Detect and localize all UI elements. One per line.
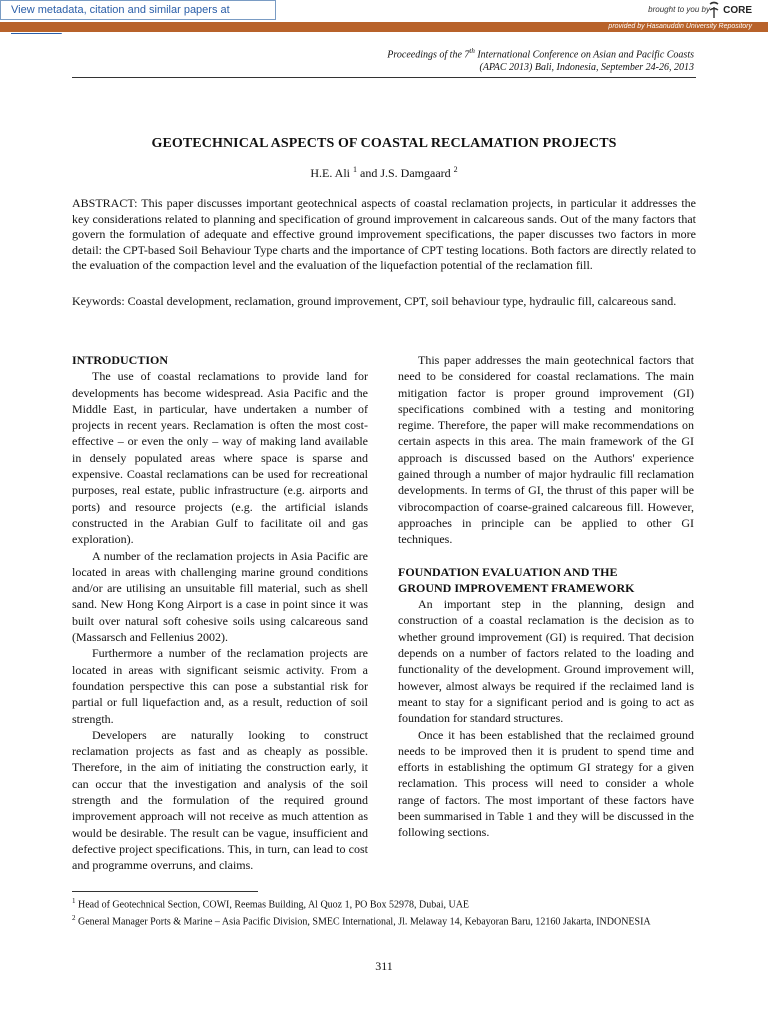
author-1-footnote-mark: 1 bbox=[353, 165, 357, 174]
proceedings-sup: th bbox=[469, 47, 475, 55]
author-2: and J.S. Damgaard bbox=[357, 166, 454, 180]
author-1: H.E. Ali bbox=[310, 166, 353, 180]
core-logo-text: CORE bbox=[723, 4, 752, 16]
footnote-rule bbox=[72, 891, 258, 892]
brought-to-you-text: brought to you by bbox=[648, 5, 710, 14]
page-number: 311 bbox=[375, 959, 393, 973]
header-rule bbox=[72, 77, 696, 78]
intro-paragraph-5: This paper addresses the main geotechnical factors that need to be considered for coastal reclamations. The main mitigation factor is proper ground improvement (GI) specifications combined with a testing and monitoring regime. Therefore, the paper will make recommendations on certain aspects in this area. The main framework of the GI approach is discussed based on the Authors' experience gained through a number of major hydraulic fill reclamation developments. In terms of GI, the thrust of this paper will be vibrocompaction of coarse-grained calcareous fill. However, approaches in principle can be applied to other GI techniques. bbox=[398, 353, 694, 547]
intro-paragraph-3: Furthermore a number of the reclamation projects are located in areas with significant seismic activity. From a foundation perspective this can pose a substantial risk for partial or full liquefaction and, as a result, reduction of soil strength. bbox=[72, 646, 368, 726]
footnote-1-mark: 1 bbox=[72, 897, 76, 905]
introduction-heading: INTRODUCTION bbox=[72, 353, 169, 367]
intro-paragraph-4: Developers are naturally looking to construct reclamation projects as fast and as cheaply as possible. Therefore, in the aim of initiating the construction early, it can occur that the investigation and analysis of the soil strength and the formulation of the required ground improvement approach will not receive as much attention as would be desirable. The result can be vague, insufficient and defective project specifications. This, in turn, can lead to cost and programme overruns, and claims. bbox=[72, 727, 368, 873]
proceedings-text-a: Proceedings of the 7 bbox=[387, 49, 470, 61]
abstract: ABSTRACT: This paper discusses important geotechnical aspects of coastal reclamation projects, in particular it addresses the key considerations related to planning and specification of ground improvement in calcareous sands. Out of the many factors that govern the formulation of adequate and effective ground improvement specifications, the paper discusses two factors in more detail: the CPT-based Soil Behaviour Type charts and the importance of CPT testing locations. Both factors are directly related to the evaluation of the compaction level and the evaluation of the liquefaction potential of the reclamation fill. bbox=[72, 196, 696, 273]
footnote-2-mark: 2 bbox=[72, 913, 76, 922]
foundation-heading-line-2: GROUND IMPROVEMENT FRAMEWORK bbox=[398, 580, 635, 595]
proceedings-text-b: International Conference on Asian and Pacific Coasts bbox=[474, 49, 694, 61]
authors bbox=[72, 165, 696, 181]
footnote-2-text: General Manager Ports & Marine – Asia Pacific Division, SMEC International, Jl. Melaway 14, Kebayoran Baru, 12160 Jakarta, INDONESIA bbox=[75, 916, 651, 928]
left-column bbox=[72, 352, 368, 874]
footnote-2 bbox=[72, 912, 696, 929]
foundation-heading-line-1: FOUNDATION EVALUATION AND THE bbox=[398, 564, 618, 579]
foundation-paragraph-2: Once it has been established that the reclaimed ground needs to be improved then it is prudent to spend time and efforts in establishing the optimum GI strategy for a given reclamation. This process will need to consider a whole range of factors. The most important of these factors have been summarised in Table 1 and they will be discussed in the following sections. bbox=[398, 727, 694, 840]
author-2-footnote-mark: 2 bbox=[453, 165, 458, 174]
footnote-1 bbox=[72, 895, 696, 912]
intro-paragraph-2: A number of the reclamation projects in Asia Pacific are located in areas with challenging marine ground conditions and/or are utilising an unsuitable fill material, such as shell sand. New Hong Kong Airport is a case in point since it was built over natural soft cohesive soils using calcareous sand (Massarsch and Fellenius 2002). bbox=[72, 548, 368, 645]
keywords: Keywords: Coastal development, reclamation, ground improvement, CPT, soil behaviour type, hydraulic fill, calcareous sand. bbox=[72, 294, 677, 308]
paper-title: GEOTECHNICAL ASPECTS OF COASTAL RECLAMATION PROJECTS bbox=[151, 136, 617, 151]
provided-by-text: provided by Hasanuddin University Repository bbox=[608, 23, 752, 30]
proceedings-line-2: (APAC 2013) Bali, Indonesia, September 24-26, 2013 bbox=[479, 62, 694, 74]
proceedings-header bbox=[254, 45, 694, 74]
provided-by-bar[interactable] bbox=[0, 22, 768, 32]
foundation-paragraph-1: An important step in the planning, design and construction of a coastal reclamation is the decision as to whether ground improvement (GI) is required. That decision depends on a number of factors related to the loading and functionality of the development. Ground improvement will, however, almost always be required if the reclaimed land is meant to stay for a significant period and is going to act as foundation for standard structures. bbox=[398, 597, 694, 726]
core-logo-icon bbox=[707, 1, 721, 19]
intro-paragraph-1: The use of coastal reclamations to provide land for developments has become widespread. Asia Pacific and the Middle East, in particular, have undertaken a number of projects in recent years. Reclamation is often the most cost-effective – or even the only – way of making land available in densely populated areas where space is sparse and expensive. Coastal reclamations can be used for recreational purposes, real estate, public infrastructure (e.g. airports and ports) and resource projects (e.g. the artificial islands constructed in the Arabian Gulf to facilitate oil and gas exploration). bbox=[72, 369, 368, 547]
core-banner bbox=[0, 0, 768, 23]
core-link-text: View metadata, citation and similar papers at bbox=[11, 4, 230, 16]
foundation-heading bbox=[398, 564, 694, 597]
core-metadata-link[interactable] bbox=[0, 0, 276, 20]
core-logo[interactable] bbox=[707, 1, 752, 19]
right-column bbox=[398, 352, 694, 841]
footnotes bbox=[72, 895, 696, 929]
footnote-1-text: Head of Geotechnical Section, COWI, Reemas Building, Al Quoz 1, PO Box 52978, Dubai, UAE bbox=[75, 899, 470, 911]
proceedings-line-1 bbox=[254, 45, 694, 61]
